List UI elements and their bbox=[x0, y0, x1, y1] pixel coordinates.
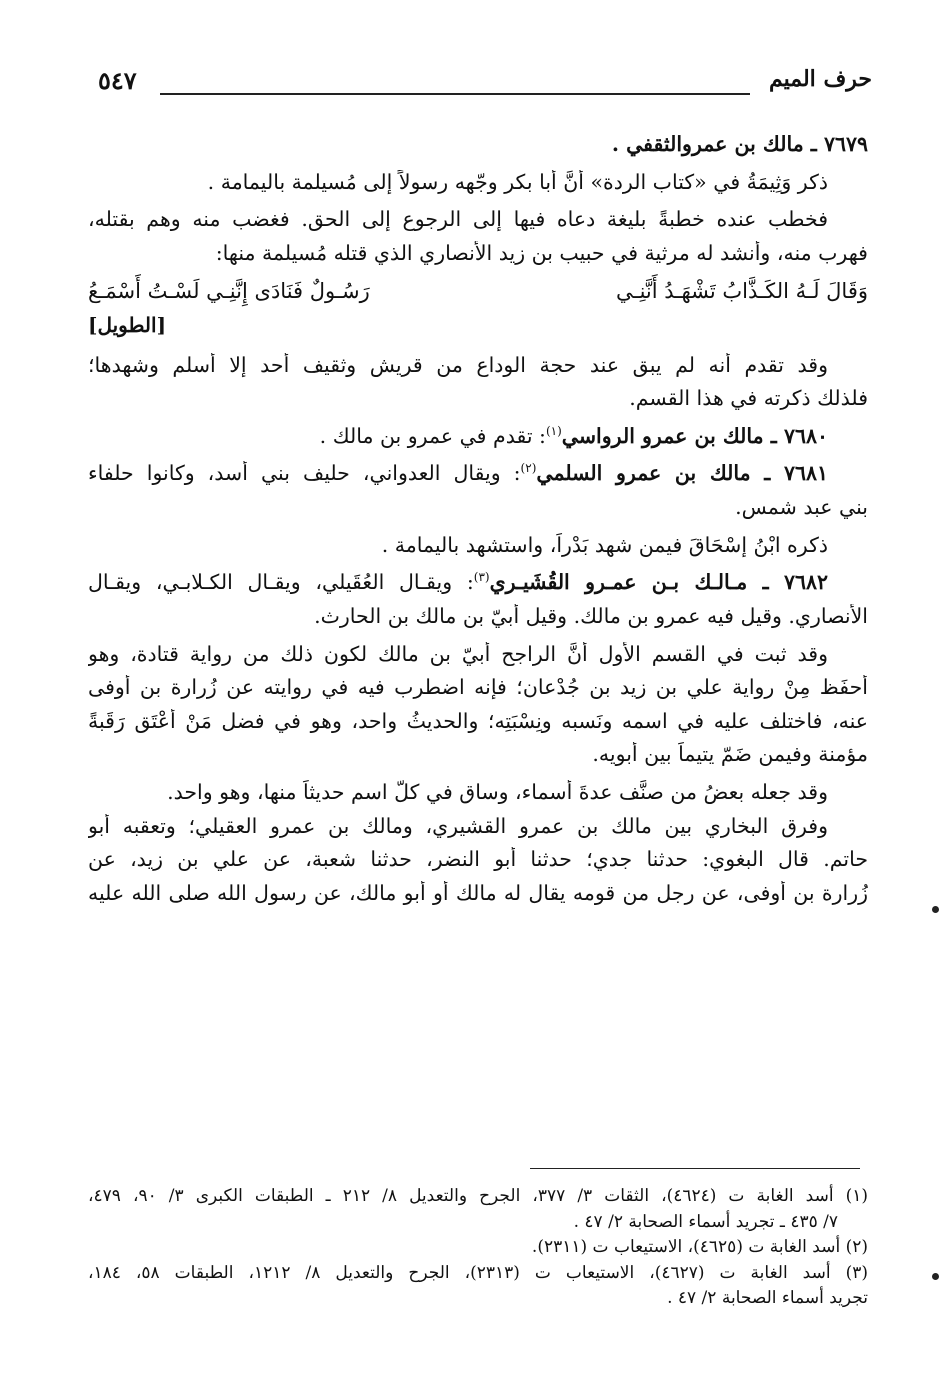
entry-heading-7679: ٧٦٧٩ ـ مالك بن عمروالثقفي . bbox=[611, 132, 868, 156]
paragraph-line: مؤمنة وفيمن ضَمّ يتيماً بين أبويه. bbox=[592, 742, 868, 767]
entry-7681 bbox=[88, 461, 868, 487]
paragraph-line: وقد تقدم أنه لم يبق عند حجة الوداع من قريش وثقيف أحد إلا أسلم وشهدها؛ bbox=[88, 352, 828, 377]
entry-heading-7682: ٧٦٨٢ ـ مـالـك بـن عمـرو القُشَيـري bbox=[489, 570, 828, 595]
footnote-2: (٢) أسد الغابة ت (٤٦٢٥)، الاستيعاب ت (٢٣١١). bbox=[531, 1237, 868, 1257]
paragraph-line: فهرب منه، وأنشد له مرثية في حبيب بن زيد الأنصاري الذي قتله مُسيلمة منها: bbox=[215, 240, 868, 265]
paragraph-line: ذكره ابْنُ إِسْحَاقَ فيمن شهد بَدْراً، واستشهد باليمامة . bbox=[381, 532, 828, 557]
paragraph-line: عنه، فاختلف عليه في اسمه ونَسبه ونِسْبَتِه؛ والحديثُ واحد، وهو في فضل مَنْ أَعْتَق رَقَبةً bbox=[88, 708, 868, 733]
footnote-ref: (١) bbox=[545, 423, 562, 438]
scan-mark-dot bbox=[932, 906, 939, 913]
entry-7682 bbox=[88, 570, 868, 596]
verse-second-hemistich: رَسُـولٌ فَنَادَى إِنَّنِـي لَسْـتُ أَسْمَـعُ bbox=[88, 278, 370, 303]
footnote-3-continued: تجريد أسماء الصحابة ٢/ ٤٧ . bbox=[667, 1288, 868, 1308]
paragraph-line: وقد جعله بعضُ من صنَّف عدةَ أسماء، وساق في كلّ اسم حديثاً منها، وهو واحد. bbox=[167, 780, 828, 804]
page-number: ٥٤٧ bbox=[98, 66, 137, 95]
footnote-ref: (٣) bbox=[473, 570, 490, 585]
entry-heading-7681: ٧٦٨١ ـ مالك بن عمرو السلمي bbox=[536, 461, 828, 486]
footnote-3: (٣) أسد الغابة ت (٤٦٢٧)، الاستيعاب ت (٢٣١٣)، الجرح والتعديل ٨/ ١٢١٢، الطبقات ٥٨، ١٨٤، bbox=[88, 1262, 868, 1283]
paragraph-line: فلذلك ذكرته في هذا القسم. bbox=[629, 386, 868, 411]
paragraph-line: حاتم. قال البغوي: حدثنا جدي؛ حدثنا أبو النضر، حدثنا شعبة، عن علي بن زيد، عن bbox=[88, 847, 868, 872]
paragraph-line: زُرارة بن أوفى، عن رجل من قومه يقال له مالك أو أبو مالك، عن رسول الله صلى الله عليه bbox=[88, 880, 868, 905]
header-rule bbox=[160, 93, 750, 95]
chapter-title: حرف الميم bbox=[768, 66, 872, 92]
entry-7680 bbox=[88, 424, 868, 450]
paragraph-line: بني عبد شمس. bbox=[735, 495, 868, 519]
entry-text: : تقدم في عمرو بن مالك . bbox=[319, 423, 546, 448]
footnote-1-continued: ٧/ ٤٣٥ ـ تجريد أسماء الصحابة ٢/ ٤٧ . bbox=[573, 1211, 838, 1232]
scan-mark-dot bbox=[932, 1273, 939, 1280]
running-header bbox=[98, 66, 872, 106]
entry-text: : ويقال العدواني، حليف بني أسد، وكانوا حلفاء bbox=[88, 461, 521, 486]
poem-verse bbox=[88, 267, 868, 313]
paragraph-line: أحفَظ مِنْ رواية علي بن زيد بن جُدْعان؛ فإنه اضطرب فيه في روايته عن زُرارة بن أوفى bbox=[88, 675, 868, 700]
verse-first-hemistich: وَقَالَ لَـهُ الكَـذَّابُ تَشْهَـدُ أَنَّنِـي bbox=[615, 278, 868, 303]
footnote-separator bbox=[530, 1168, 860, 1169]
entry-text: : ويقـال العُقَيلي، ويقـال الكـلابـي، ويقـال bbox=[88, 570, 474, 595]
footnotes bbox=[88, 1184, 868, 1312]
entry-heading-7680: ٧٦٨٠ ـ مالك بن عمرو الرواسي bbox=[561, 423, 828, 448]
paragraph-line: وقد ثبت في القسم الأول أنَّ الراجح أبيّ بن مالك لكون ذلك من رواية قتادة، وهو bbox=[88, 641, 828, 666]
paragraph-line: فخطب عنده خطبةً بليغة دعاه فيها إلى الرجوع إلى الحق. فغضب منه وهم بقتله، bbox=[88, 207, 828, 232]
main-text bbox=[88, 132, 868, 907]
footnote-1: (١) أسد الغابة ت (٤٦٢٤)، الثقات ٣/ ٣٧٧، الجرح والتعديل ٨/ ٢١٢ ـ الطبقات الكبرى ٣/ ٩٠، ٤٧٩، bbox=[88, 1186, 868, 1206]
paragraph-line: الأنصاري. وقيل فيه عمرو بن مالك. وقيل أبيّ بن مالك بن الحارث. bbox=[314, 603, 868, 628]
verse-meter: [الطويل] bbox=[88, 312, 167, 337]
footnote-ref: (٢) bbox=[520, 461, 537, 476]
paragraph-line: ذكر وَثِيمَةُ في «كتاب الردة» أنَّ أبا بكر وجّهه رسولاً إلى مُسيلمة باليمامة . bbox=[207, 169, 828, 194]
paragraph-line: وفرق البخاري بين مالك بن عمرو القشيري، ومالك بن عمرو العقيلي؛ وتعقبه أبو bbox=[88, 813, 828, 838]
